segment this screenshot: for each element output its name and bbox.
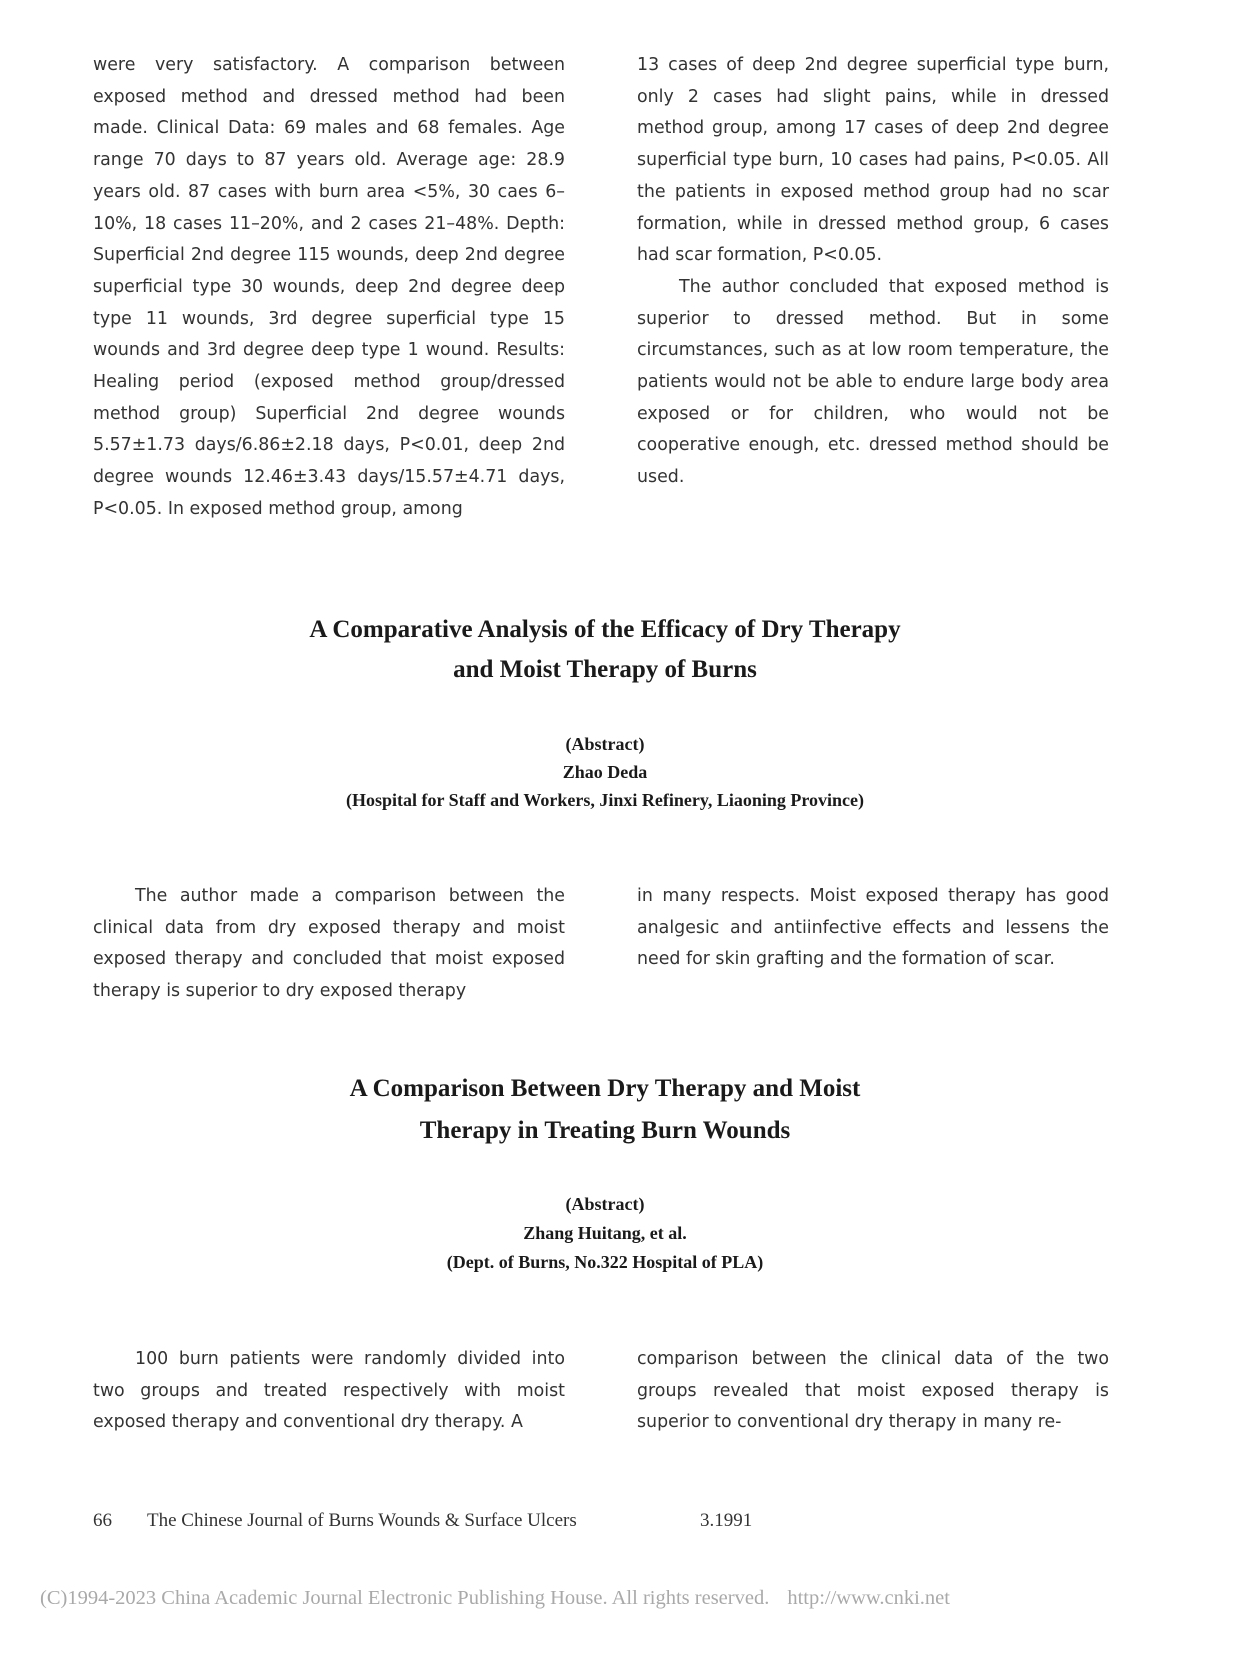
article2-right-column (637, 1344, 1109, 1439)
copyright-text: (C)1994-2023 China Academic Journal Electronic Publishing House. All rights reserved. (40, 1587, 770, 1609)
body-paragraph: in many respects. Moist exposed therapy has good analgesic and antiinfective effects and lessens the need for skin grafting and the formation of scar. (637, 886, 1109, 970)
article2-author: Zhang Huitang, et al. (523, 1223, 687, 1243)
body-paragraph: were very satisfactory. A comparison between exposed method and dressed method had been made. Clinical Data: 69 males and 68 females. Age range 70 days to 87 years old. Average age: 28.9 years old. 87 cases with burn area <5%, 30 caes 6–10%, 18 cases 11–20%, and 2 cases 21–48%. Depth: Superficial 2nd degree 115 wounds, deep 2nd degree superficial type 30 wounds, deep 2nd degree deep type 11 wounds, 3rd degree superficial type 15 wounds and 3rd degree deep type 1 wound. Results: Healing period (exposed method group/dressed method group) Superficial 2nd degree wounds 5.57±1.73 days/6.86±2.18 days, P<0.01, deep 2nd degree wounds 12.46±3.43 days/15.57±4.71 days, P<0.05. In exposed method group, among (93, 55, 565, 519)
copyright-url[interactable]: http://www.cnki.net (787, 1587, 950, 1609)
body-paragraph: 13 cases of deep 2nd degree superficial type burn, only 2 cases had slight pains, while in dressed method group, among 17 cases of deep 2nd degree superficial type burn, 10 cases had pains, P<0.05. All the patients in exposed method group had no scar formation, while in dressed method group, 6 cases had scar formation, P<0.05. (637, 55, 1109, 266)
article2-abstract-label: (Abstract) (565, 1194, 645, 1214)
body-paragraph: 100 burn patients were randomly divided into two groups and treated respectively with moist exposed therapy and conventional dry therapy. A (93, 1349, 565, 1433)
top-right-column (637, 50, 1109, 494)
article1-abstract-label: (Abstract) (565, 734, 645, 754)
article2-left-column (93, 1344, 565, 1439)
article1-right-column (637, 881, 1109, 976)
article2-title-line2: Therapy in Treating Burn Wounds (419, 1117, 791, 1144)
body-paragraph: The author concluded that exposed method is superior to dressed method. But in some circumstances, such as at low room temperature, the patients would not be able to endure large body area exposed or for children, who would not be cooperative enough, etc. dressed method should be used. (637, 276, 1109, 488)
article1-title-line2: and Moist Therapy of Burns (453, 656, 757, 683)
article1-title-line1: A Comparative Analysis of the Efficacy of Dry Therapy (309, 616, 901, 643)
article2-title-line1: A Comparison Between Dry Therapy and Moist (349, 1075, 861, 1102)
page-number: 66 (93, 1510, 112, 1531)
article1-left-column (93, 881, 565, 1008)
body-paragraph: The author made a comparison between the clinical data from dry exposed therapy and moist exposed therapy and concluded that moist exposed therapy is superior to dry exposed therapy (93, 886, 565, 1002)
article2-affiliation: (Dept. of Burns, No.322 Hospital of PLA) (446, 1252, 764, 1272)
copyright-line (40, 1587, 1220, 1610)
journal-name: The Chinese Journal of Burns Wounds & Surface Ulcers (147, 1510, 577, 1531)
top-left-column (93, 50, 565, 526)
article1-author: Zhao Deda (562, 762, 648, 782)
issue-number: 3.1991 (700, 1510, 753, 1531)
body-paragraph: comparison between the clinical data of the two groups revealed that moist exposed therapy is superior to conventional dry therapy in many re- (637, 1349, 1109, 1433)
article1-affiliation: (Hospital for Staff and Workers, Jinxi Refinery, Liaoning Province) (345, 790, 864, 810)
